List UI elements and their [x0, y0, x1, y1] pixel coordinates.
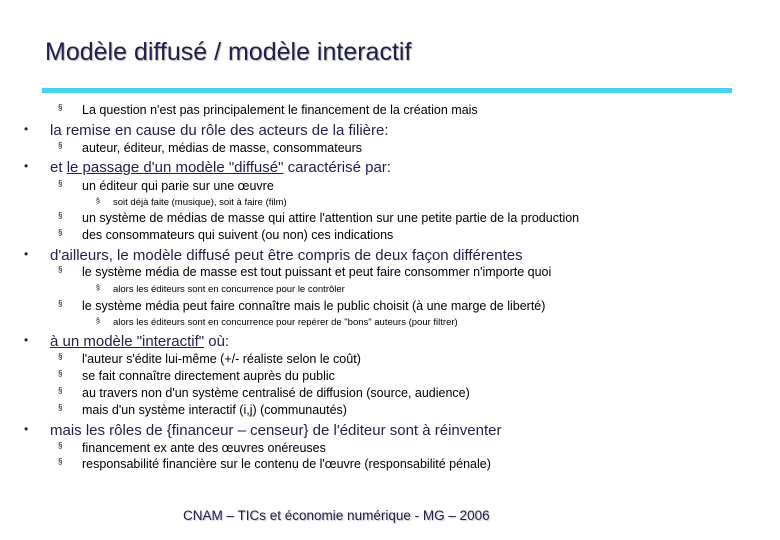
bullet-text: des consommateurs qui suivent (ou non) ces indications: [82, 228, 394, 242]
bullet-icon: §: [58, 141, 63, 150]
bullet-text: mais les rôles de {financeur – censeur} de l'éditeur sont à réinventer: [50, 422, 502, 439]
sub-sub-bullet: [96, 317, 458, 328]
bullet-text: où:: [204, 333, 230, 350]
bullet-icon: •: [24, 159, 29, 173]
sub-bullet: [58, 179, 274, 193]
bullet-text-underlined: le passage d'un modèle "diffusé": [66, 159, 284, 176]
sub-bullet: [58, 403, 347, 417]
bullet-text: La question n'est pas principalement le financement de la création mais: [82, 103, 478, 117]
bullet-icon: §: [96, 285, 100, 292]
bullet-text: un système de médias de masse qui attire l'attention sur une petite partie de la production: [82, 211, 580, 225]
main-bullet: [24, 159, 391, 176]
bullet-icon: §: [58, 386, 63, 395]
bullet-icon: §: [58, 352, 63, 361]
bullet-icon: §: [58, 403, 63, 412]
bullet-text: caractérisé par:: [283, 159, 391, 176]
sub-sub-bullet: [96, 284, 345, 295]
bullet-icon: §: [58, 369, 63, 378]
bullet-icon: §: [58, 179, 63, 188]
sub-bullet: [58, 103, 478, 117]
bullet-text: le système média peut faire connaître mais le public choisit (à une marge de liberté): [82, 299, 546, 313]
sub-bullet: [58, 211, 580, 225]
bullet-icon: •: [24, 122, 29, 136]
bullet-text-underlined: à un modèle "interactif": [50, 333, 205, 350]
slide-footer: CNAM – TICs et économie numérique - MG – 2006: [183, 508, 490, 523]
bullet-text: alors les éditeurs sont en concurrence pour repérer de "bons" auteurs (pour filtrer): [113, 317, 458, 328]
bullet-icon: §: [96, 198, 100, 205]
sub-sub-bullet: [96, 197, 287, 208]
bullet-icon: •: [24, 247, 29, 261]
sub-bullet: [58, 299, 546, 313]
bullet-text: l'auteur s'édite lui-même (+/- réaliste selon le coût): [82, 352, 361, 366]
sub-bullet: [58, 441, 326, 455]
bullet-icon: §: [58, 103, 63, 112]
bullet-icon: •: [24, 422, 29, 436]
bullet-text: au travers non d'un système centralisé de diffusion (source, audience): [82, 386, 470, 400]
main-bullet: [24, 247, 523, 264]
bullet-text: et: [50, 159, 67, 176]
bullet-icon: §: [96, 318, 100, 325]
sub-bullet: [58, 352, 361, 366]
bullet-text: auteur, éditeur, médias de masse, consommateurs: [82, 141, 363, 155]
sub-bullet: [58, 457, 491, 471]
slide-title: Modèle diffusé / modèle interactif: [45, 38, 412, 66]
bullet-icon: §: [58, 228, 63, 237]
bullet-icon: §: [58, 211, 63, 220]
bullet-text: la remise en cause du rôle des acteurs de la filière:: [50, 122, 389, 139]
bullet-icon: §: [58, 299, 63, 308]
sub-bullet: [58, 228, 394, 242]
bullet-text: mais d'un système interactif (i,j) (communautés): [82, 403, 347, 417]
bullet-text: responsabilité financière sur le contenu de l'œuvre (responsabilité pénale): [82, 457, 491, 471]
sub-bullet: [58, 265, 552, 279]
bullet-icon: •: [24, 333, 29, 347]
bullet-text: le système média de masse est tout puissant et peut faire consommer n'importe quoi: [82, 265, 552, 279]
main-bullet: [24, 422, 502, 439]
sub-bullet: [58, 141, 363, 155]
bullet-text: un éditeur qui parie sur une œuvre: [82, 179, 274, 193]
bullet-icon: §: [58, 441, 63, 450]
sub-bullet: [58, 369, 335, 383]
bullet-text: d'ailleurs, le modèle diffusé peut être compris de deux façon différentes: [50, 247, 523, 264]
sub-bullet: [58, 386, 470, 400]
main-bullet: [24, 333, 230, 350]
bullet-text: financement ex ante des œuvres onéreuses: [82, 441, 326, 455]
bullet-icon: §: [58, 457, 63, 466]
bullet-icon: §: [58, 265, 63, 274]
main-bullet: [24, 122, 389, 139]
title-divider: [42, 88, 732, 93]
bullet-text: alors les éditeurs sont en concurrence pour le contrôler: [113, 284, 345, 295]
bullet-text: soit déjà faite (musique), soit à faire (film): [113, 197, 287, 208]
bullet-text: se fait connaître directement auprès du public: [82, 369, 335, 383]
